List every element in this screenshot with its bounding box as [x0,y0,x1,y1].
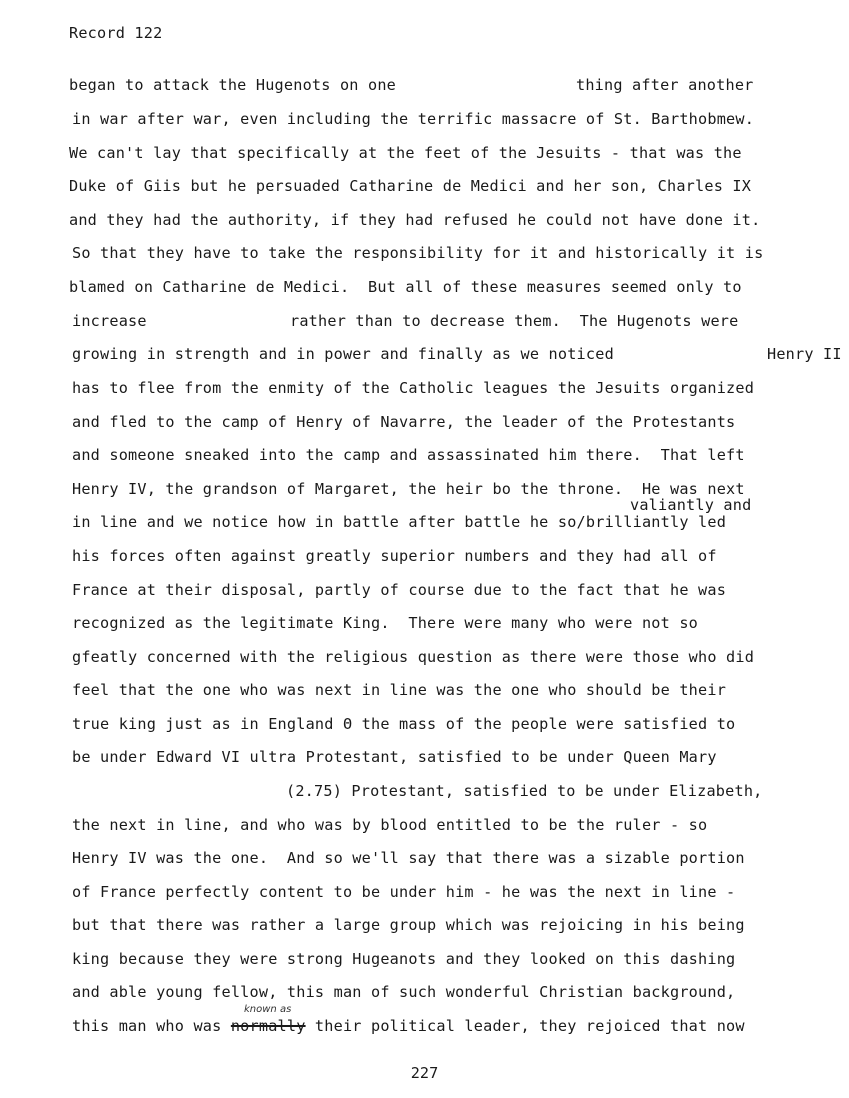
text-line: has to flee from the enmity of the Catholic leagues the Jesuits organized [72,379,755,397]
text-line-left: increase [72,312,147,330]
text-line: and they had the authority, if they had refused he could not have done it. [69,211,761,229]
text-line: feel that the one who was next in line was the one who should be their [72,681,727,699]
text-line: be under Edward VI ultra Protestant, satisfied to be under Queen Mary [72,748,717,766]
text-line: Henry IV, the grandson of Margaret, the heir bo the throne. He was next [72,480,745,498]
text-line: recognized as the legitimate King. There were many who were not so [72,614,699,632]
struck-word: normally [230,1017,306,1035]
text-line: Duke of Giis but he persuaded Catharine de Medici and her son, Charles IX [69,177,752,195]
text-line-left: began to attack the Hugenots on one [69,76,397,94]
text-line-left: growing in strength and in power and finally as we noticed [72,345,614,363]
text-line-right: thing after another [576,76,754,94]
text-line: and someone sneaked into the camp and assassinated him there. That left [72,446,745,464]
text-line: gfeatly concerned with the religious question as there were those who did [72,648,755,666]
text-line-right: (2.75) Protestant, satisfied to be under Elizabeth, [286,782,763,800]
text-line: but that there was rather a large group which was rejoicing in his being [72,916,745,934]
text-line: in line and we notice how in battle after battle he so/brilliantly led [72,513,727,531]
text-line: and fled to the camp of Henry of Navarre, the leader of the Protestants [72,413,736,431]
line-segment: this man who was [72,1017,231,1035]
text-line: of France perfectly content to be under him - he was the next in line - [72,883,736,901]
text-line: and able young fellow, this man of such wonderful Christian background, [72,983,736,1001]
record-header: Record 122 [69,24,163,42]
text-line: We can't lay that specifically at the feet of the Jesuits - that was the [69,144,742,162]
text-line-last [72,1017,745,1035]
text-line: blamed on Catharine de Medici. But all of these measures seemed only to [69,278,742,296]
text-line-right: rather than to decrease them. The Hugenots were [290,312,739,330]
text-line: the next in line, and who was by blood entitled to be the ruler - so [72,816,708,834]
text-line: So that they have to take the responsibility for it and historically it is [72,244,764,262]
page-number: 227 [410,1064,439,1082]
typed-interlinear-insert: valiantly and [630,496,752,514]
handwritten-insert: known as [244,1004,292,1015]
text-line-right: Henry II [767,345,842,363]
text-line: in war after war, even including the terrific massacre of St. Barthobmew. [72,110,755,128]
text-line: true king just as in England Θ the mass of the people were satisfied to [72,715,736,733]
text-line: France at their disposal, partly of course due to the fact that he was [72,581,727,599]
line-segment: their political leader, they rejoiced that now [305,1017,745,1035]
text-line: Henry IV was the one. And so we'll say that there was a sizable portion [72,849,745,867]
text-line: his forces often against greatly superior numbers and they had all of [72,547,717,565]
text-line: king because they were strong Hugeanots and they looked on this dashing [72,950,736,968]
